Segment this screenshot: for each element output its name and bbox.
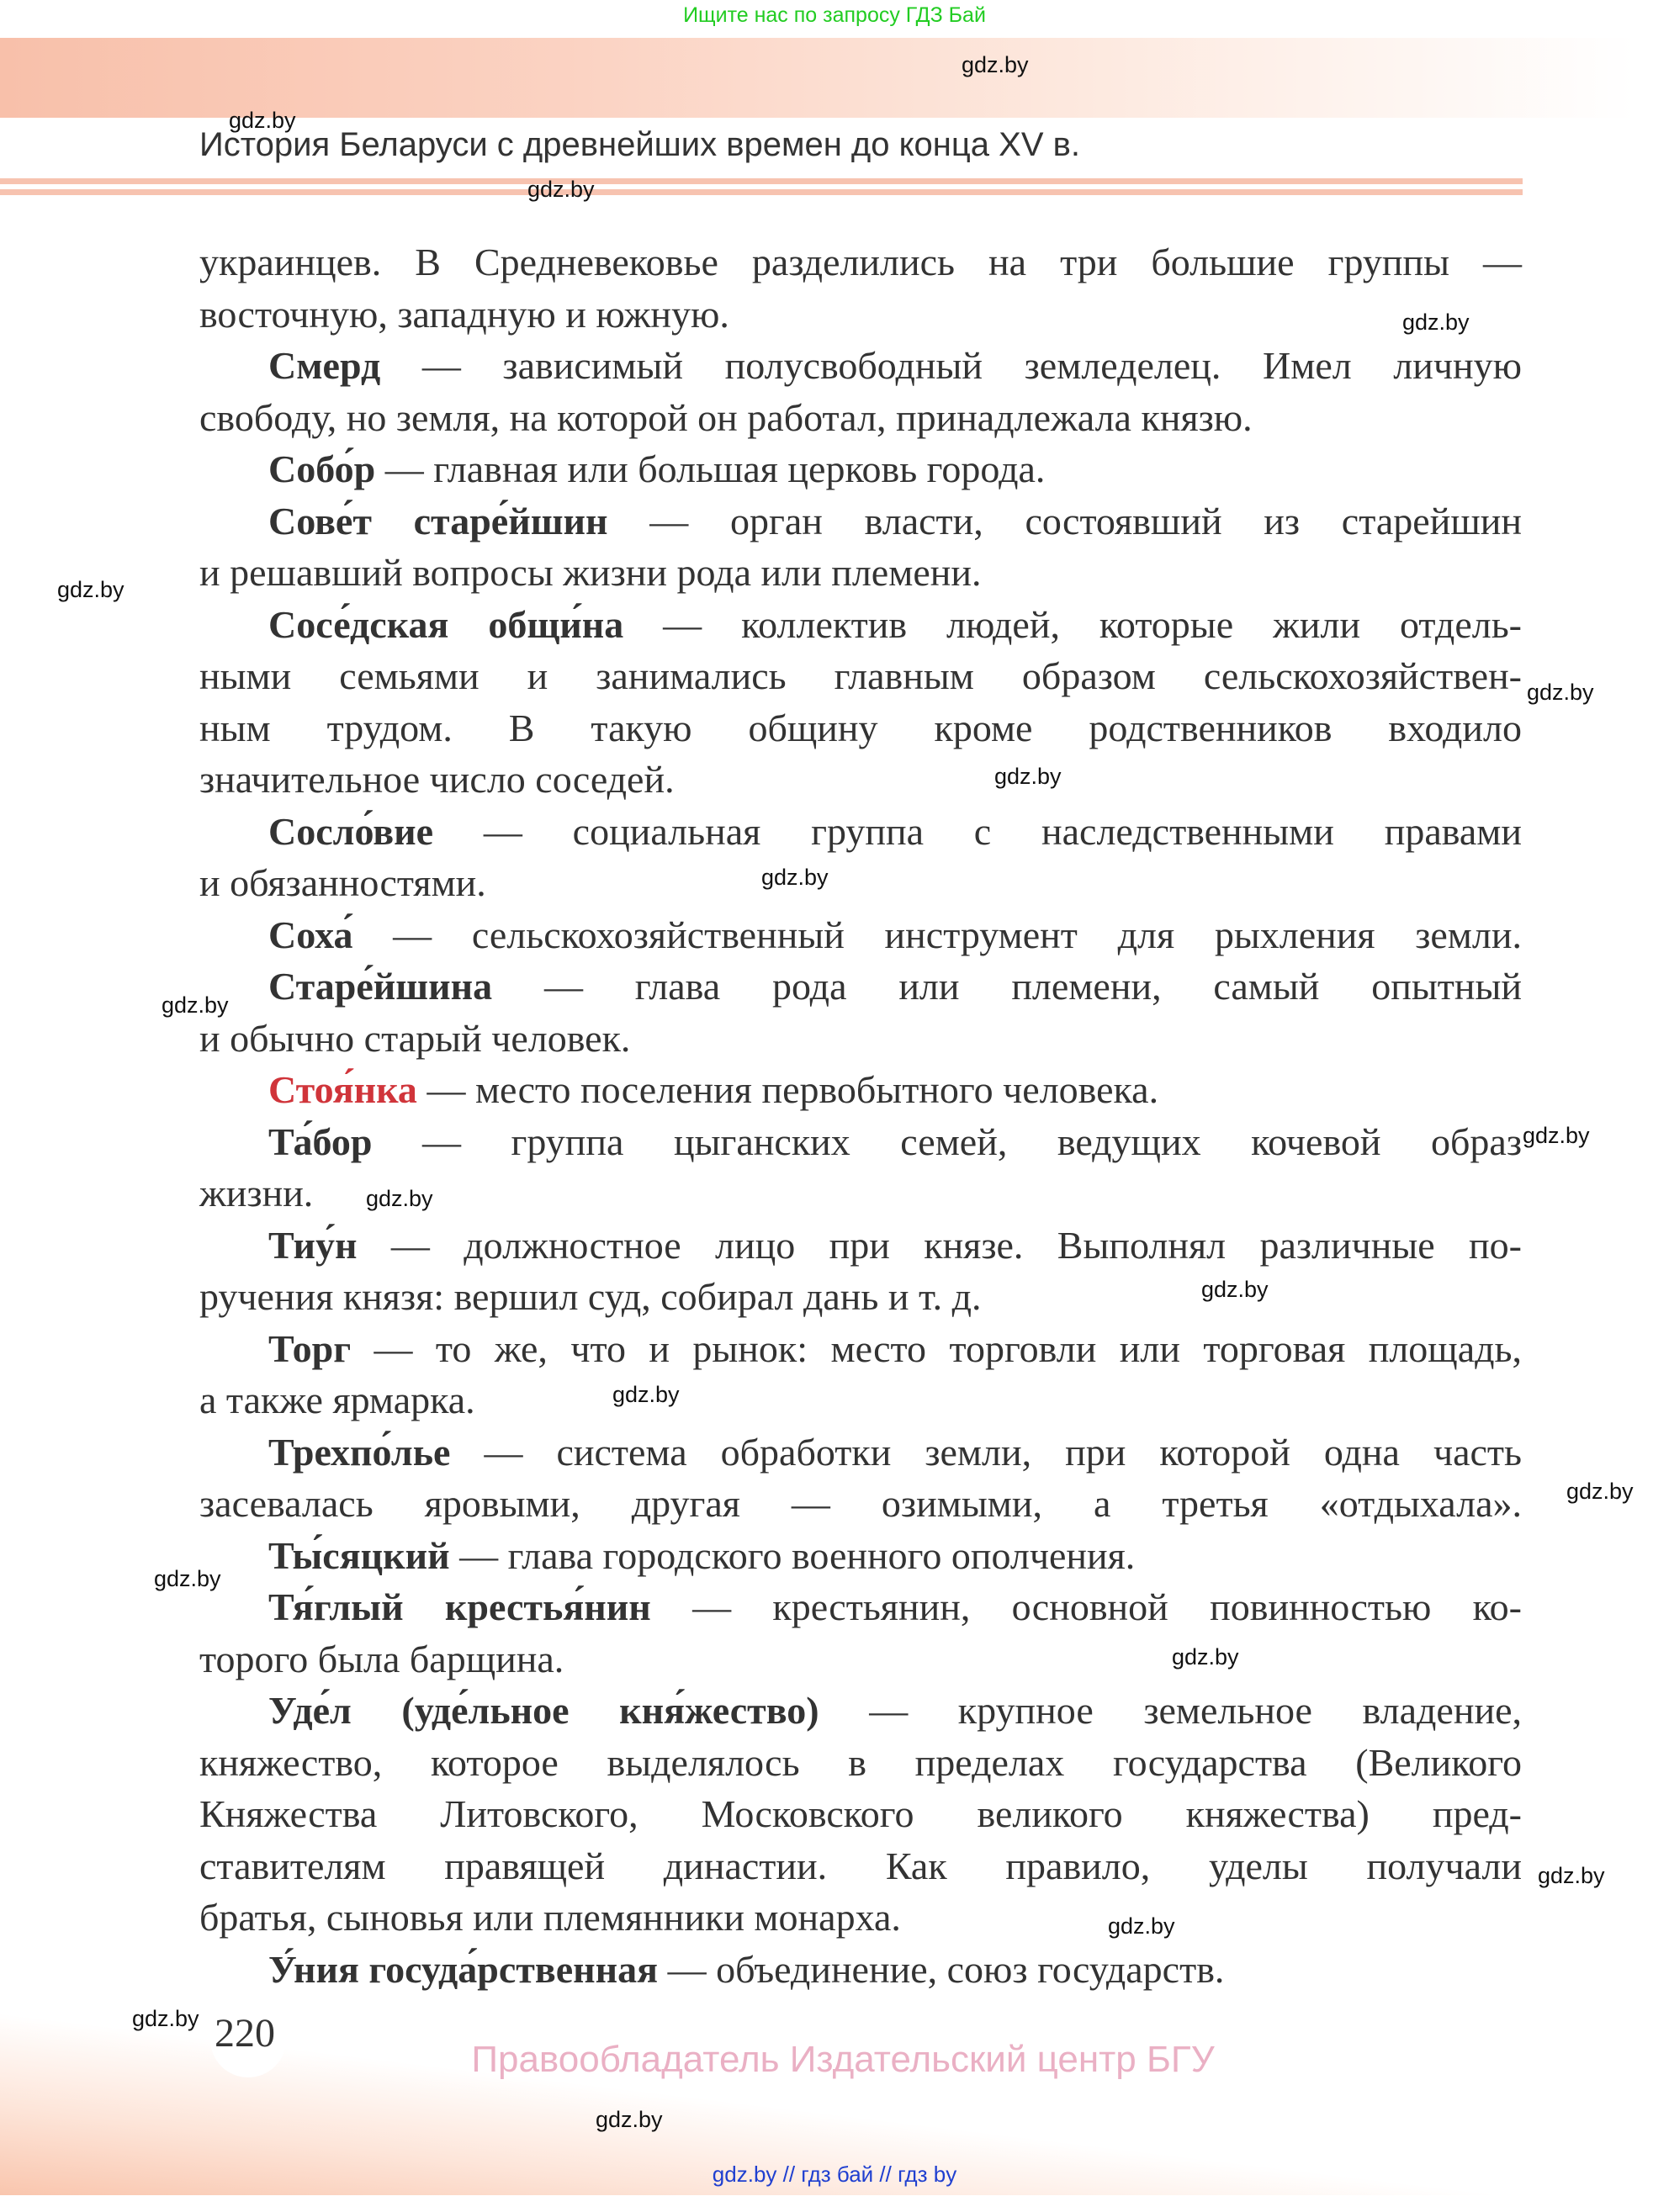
text-line [199, 1426, 1522, 1479]
definition-text: — орган власти, состоявший из старейшин [607, 499, 1522, 542]
definition-text: и обычно старый человек. [199, 1016, 631, 1060]
watermark: gdz.by [1402, 310, 1470, 335]
text-line [199, 1271, 1522, 1323]
text-line [199, 1685, 1522, 1737]
definition-text: ным трудом. В такую общину кроме родственников входило [199, 706, 1522, 749]
text-line [199, 1374, 1522, 1426]
watermark: gdz.by [162, 992, 229, 1018]
glossary-term: Старе́йшина [268, 965, 493, 1008]
glossary-term: Тиу́н [268, 1223, 358, 1267]
text-line [199, 599, 1522, 651]
glossary-term: Трехпо́лье [268, 1430, 451, 1474]
definition-text: жизни. [199, 1172, 314, 1214]
text-line [199, 1633, 1522, 1685]
text-line [199, 909, 1522, 961]
definition-text: — место поселения первобытного человека. [416, 1068, 1159, 1111]
glossary-term: Сосло́вие [268, 809, 434, 853]
text-line [199, 1788, 1522, 1840]
text-line [199, 443, 1522, 495]
definition-text: — то же, что и рынок: место торговли или торговая площадь, [351, 1326, 1522, 1370]
definition-text: — главная или большая церковь города. [375, 447, 1046, 490]
glossary-text [199, 236, 1522, 1995]
book-title: История Беларуси с древнейших времен до конца XV в. [199, 126, 1080, 163]
definition-text: а также ярмарка. [199, 1379, 475, 1421]
text-line [199, 1737, 1522, 1789]
definition-text: — глава городского военного ополчения. [449, 1533, 1136, 1577]
text-line [199, 1840, 1522, 1892]
definition-text: — крупное земельное владение, [819, 1689, 1522, 1732]
definition-text: украинцев. В Средневековье разделились на три большие группы — [199, 241, 1522, 283]
header-band [0, 38, 1669, 118]
text-line [199, 1478, 1522, 1530]
definition-text: восточную, западную и южную. [199, 292, 729, 336]
text-line [199, 1116, 1522, 1168]
definition-text: ными семьями и занимались главным образом сельскохозяйствен- [199, 654, 1522, 697]
definition-text: — крестьянин, основной повинностью ко- [650, 1585, 1522, 1628]
watermark: gdz.by [1523, 1123, 1590, 1148]
text-line [199, 754, 1522, 806]
definition-text: братья, сыновья или племянники монарха. [199, 1896, 901, 1939]
watermark: gdz.by [596, 2107, 663, 2132]
glossary-term: Тя́глый крестья́нин [268, 1585, 651, 1628]
definition-text: — должностное лицо при князе. Выполнял различные по- [357, 1223, 1522, 1267]
glossary-term: Собо́р [268, 447, 376, 490]
text-line [199, 288, 1522, 341]
watermark: gdz.by [1201, 1277, 1269, 1302]
watermark: gdz.by [1172, 1644, 1239, 1670]
watermark: gdz.by [612, 1382, 680, 1407]
text-line [199, 547, 1522, 599]
definition-text: торого была барщина. [199, 1637, 564, 1680]
glossary-term: Сове́т старе́йшин [268, 499, 608, 542]
watermark: gdz.by [527, 177, 595, 202]
watermark: gdz.by [57, 577, 125, 602]
text-line [199, 495, 1522, 548]
definition-text: и решавший вопросы жизни рода или племени. [199, 551, 982, 594]
text-line [199, 702, 1522, 754]
watermark: gdz.by [1538, 1863, 1605, 1888]
text-line [199, 1944, 1522, 1996]
text-line [199, 650, 1522, 702]
definition-text: — система обработки земли, при которой одна часть [450, 1430, 1522, 1474]
watermark: gdz.by [1108, 1913, 1175, 1939]
glossary-term: Соха́ [268, 913, 353, 956]
definition-text: засевалась яровыми, другая — озимыми, а третья «отдыхала». [199, 1482, 1522, 1525]
text-line [199, 340, 1522, 392]
glossary-term: Уде́л (уде́льное кня́жество) [268, 1689, 819, 1732]
text-line [199, 960, 1522, 1013]
definition-text: ставителям правящей династии. Как правило, уделы получали [199, 1844, 1522, 1887]
watermark: gdz.by [994, 764, 1062, 789]
definition-text: Княжества Литовского, Московского великого княжества) пред- [199, 1792, 1522, 1835]
watermark: gdz.by [132, 2006, 199, 2031]
glossary-term: Сосе́дская общи́на [268, 602, 624, 646]
text-line [199, 1530, 1522, 1582]
definition-text: ручения князя: вершил суд, собирал дань и т. д. [199, 1275, 982, 1318]
definition-text: княжество, которое выделялось в пределах государства (Великого [199, 1740, 1522, 1784]
text-line [199, 1323, 1522, 1375]
definition-text: и обязанностями. [199, 861, 486, 904]
header-rule-bottom [0, 189, 1523, 195]
text-line [199, 1892, 1522, 1944]
glossary-term: Стоя́нка [268, 1068, 417, 1111]
definition-text: — объединение, союз государств. [658, 1947, 1225, 1991]
text-line [199, 1581, 1522, 1633]
glossary-term: Ты́сяцкий [268, 1533, 450, 1577]
page-number: 220 [215, 2011, 275, 2056]
header-rule-top [0, 178, 1523, 184]
top-search-banner: Ищите нас по запросу ГДЗ Бай [683, 3, 986, 27]
definition-text: — социальная группа с наследственными правами [433, 809, 1522, 853]
text-line [199, 1064, 1522, 1116]
copyright-notice: Правообладатель Издательский центр БГУ [471, 2039, 1215, 2080]
definition-text: — группа цыганских семей, ведущих кочевой образ [372, 1119, 1522, 1163]
text-line [199, 1220, 1522, 1272]
definition-text: — зависимый полусвободный земледелец. Имел личную [380, 344, 1522, 387]
glossary-term: У́ния госуда́рственная [268, 1947, 659, 1991]
glossary-term: Смерд [268, 344, 381, 387]
definition-text: — сельскохозяйственный инструмент для рыхления земли. [352, 913, 1522, 956]
watermark: gdz.by [366, 1186, 433, 1211]
definition-text: значительное число соседей. [199, 758, 675, 801]
glossary-term: Та́бор [268, 1119, 373, 1163]
footer-links[interactable]: gdz.by // гдз бай // гдз by [712, 2162, 957, 2187]
definition-text: — коллектив людей, которые жили отдель- [623, 602, 1523, 646]
definition-text: — глава рода или племени, самый опытный [492, 965, 1522, 1008]
text-line [199, 1013, 1522, 1065]
watermark: gdz.by [154, 1566, 221, 1591]
definition-text: свободу, но земля, на которой он работал, принадлежала князю. [199, 395, 1253, 439]
glossary-term: Торг [268, 1326, 352, 1370]
watermark: gdz.by [1566, 1479, 1634, 1504]
watermark: gdz.by [962, 52, 1029, 77]
watermark: gdz.by [761, 865, 829, 890]
watermark: gdz.by [229, 108, 296, 133]
text-line [199, 806, 1522, 858]
text-line [199, 857, 1522, 909]
text-line [199, 392, 1522, 444]
watermark: gdz.by [1527, 680, 1594, 705]
text-line [199, 236, 1522, 288]
